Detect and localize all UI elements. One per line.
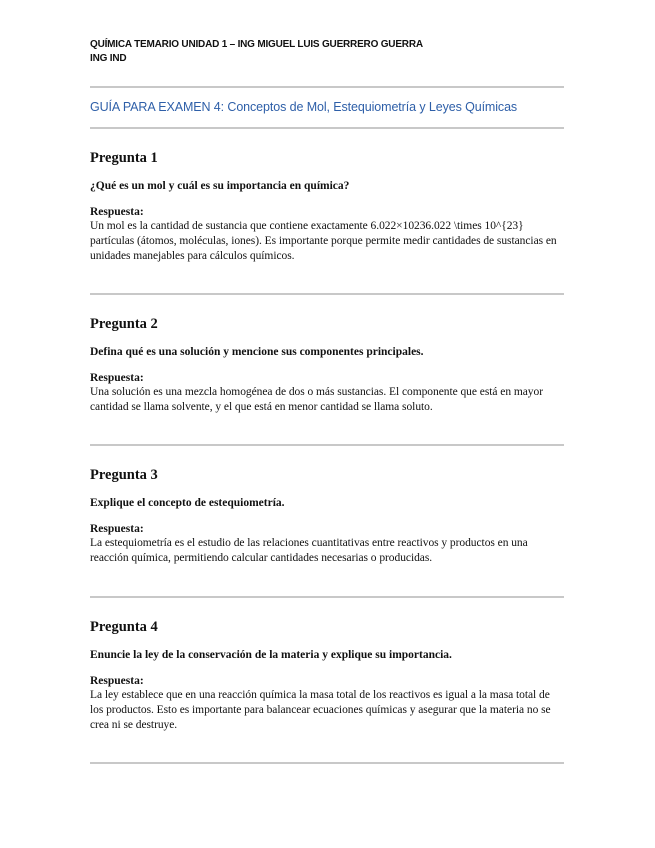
question-block bbox=[90, 466, 565, 566]
answer-text: Una solución es una mezcla homogénea de dos o más sustancias. El componente que está en mayor cantidad se llama solvente, y el que está en menor cantidad se llama soluto. bbox=[90, 386, 543, 413]
answer-label: Respuesta: bbox=[90, 523, 144, 535]
divider bbox=[90, 127, 564, 129]
answer-label: Respuesta: bbox=[90, 675, 144, 687]
answer-text: Un mol es la cantidad de sustancia que contiene exactamente 6.022×10236.022 \times 10^{23} partículas (átomos, moléculas, iones). Es importante porque permite medir cantidades de sustancias en unidades manejables para cálculos químicos. bbox=[90, 220, 557, 262]
header-program-line: ING IND bbox=[90, 53, 127, 64]
question-text: Enuncie la ley de la conservación de la materia y explique su importancia. bbox=[90, 649, 452, 661]
question-text: Defina qué es una solución y mencione sus componentes principales. bbox=[90, 346, 424, 358]
divider bbox=[90, 596, 564, 598]
answer-text: La estequiometría es el estudio de las relaciones cuantitativas entre reactivos y productos en una reacción química, permitiendo calcular cantidades necesarias o producidas. bbox=[90, 537, 528, 564]
divider bbox=[90, 86, 564, 88]
divider bbox=[90, 762, 564, 764]
question-title: Pregunta 2 bbox=[90, 316, 158, 332]
question-title: Pregunta 4 bbox=[90, 619, 158, 635]
header-course-line: QUÍMICA TEMARIO UNIDAD 1 – ING MIGUEL LUIS GUERRERO GUERRA bbox=[90, 39, 423, 50]
question-block bbox=[90, 618, 565, 733]
divider bbox=[90, 444, 564, 446]
divider bbox=[90, 293, 564, 295]
answer-label: Respuesta: bbox=[90, 206, 144, 218]
document-header bbox=[90, 38, 570, 66]
guide-title: GUÍA PARA EXAMEN 4: Conceptos de Mol, Estequiometría y Leyes Químicas bbox=[90, 100, 518, 114]
answer-label: Respuesta: bbox=[90, 372, 144, 384]
question-block bbox=[90, 149, 565, 264]
question-title: Pregunta 3 bbox=[90, 467, 158, 483]
question-text: Explique el concepto de estequiometría. bbox=[90, 497, 285, 509]
question-text: ¿Qué es un mol y cuál es su importancia en química? bbox=[90, 180, 350, 192]
answer-text: La ley establece que en una reacción química la masa total de los reactivos es igual a la masa total de los productos. Esto es importante para balancear ecuaciones químicas y asegurar que la materia no se crea ni se destruye. bbox=[90, 689, 551, 731]
question-block bbox=[90, 315, 565, 415]
question-title: Pregunta 1 bbox=[90, 150, 158, 166]
